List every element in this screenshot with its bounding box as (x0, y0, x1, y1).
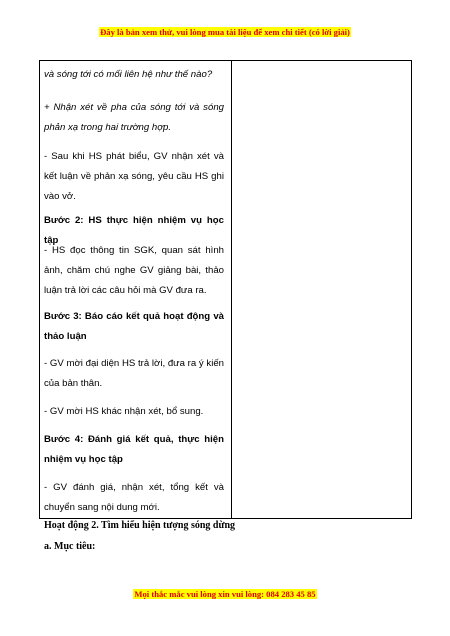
step-2-heading: Bước 2: HS thực hiện nhiệm vụ học tập (44, 215, 224, 246)
phase-question-paragraph: + Nhận xét về pha của sóng tới và sóng phản xạ trong hai trường hợp. (44, 102, 224, 133)
teacher-conclusion-paragraph: - Sau khi HS phát biểu, GV nhận xét và kết luận về phản xạ sóng, yêu cầu HS ghi vào vở. (44, 151, 224, 202)
step-3-paragraph-1: - GV mời đại diện HS trả lời, đưa ra ý kiến của bản thân. (44, 358, 224, 389)
step-4-heading: Bước 4: Đánh giá kết quả, thực hiện nhiệm vụ học tập (44, 434, 224, 465)
question-paragraph: và sóng tới có mối liên hệ như thế nào? (44, 69, 213, 80)
contact-banner (0, 589, 450, 599)
column-divider (231, 61, 232, 518)
objective-heading: a. Mục tiêu: (44, 541, 96, 552)
step-3-paragraph-2: - GV mời HS khác nhận xét, bổ sung. (44, 406, 204, 417)
activity-2-heading: Hoạt động 2. Tìm hiểu hiện tượng sóng dừng (44, 520, 236, 531)
preview-banner-text: Đây là bản xem thử, vui lòng mua tài liệu để xem chi tiết (có lời giải) (100, 27, 350, 37)
preview-banner (0, 27, 450, 37)
lesson-table (39, 60, 412, 519)
contact-banner-text: Mọi thắc mắc vui lòng xin vui lòng: 084 283 45 85 (134, 589, 316, 599)
step-4-paragraph: - GV đánh giá, nhận xét, tổng kết và chuyển sang nội dung mới. (44, 482, 224, 513)
step-2-paragraph: - HS đọc thông tin SGK, quan sát hình ảnh, chăm chú nghe GV giảng bài, thảo luận trả lời các câu hỏi mà GV đưa ra. (44, 245, 224, 296)
step-3-heading: Bước 3: Báo cáo kết quả hoạt động và thảo luận (44, 311, 224, 342)
